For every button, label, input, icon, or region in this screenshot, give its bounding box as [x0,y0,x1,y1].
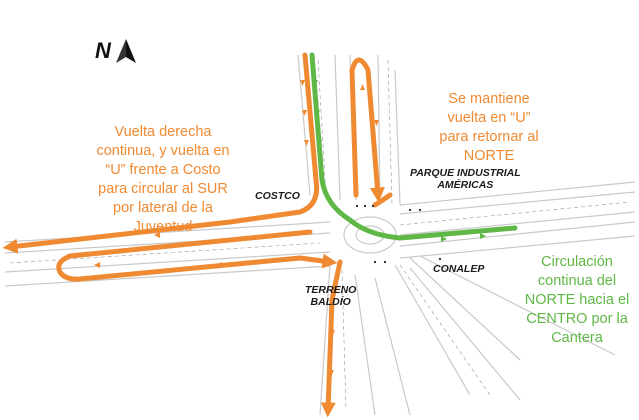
note-continuous: Circulación continua del NORTE hacia el CENTRO por la Cantera [524,254,630,346]
note-u-turn: Se mantiene vuelta en “U” para retornar al NORTE [439,91,539,164]
route-ne-uturn [352,60,378,195]
place-parque: PARQUE INDUSTRIAL AMÉRICAS [410,167,521,191]
north-indicator [95,38,137,64]
place-conalep: CONALEP [433,263,485,275]
north-label: N [95,38,111,63]
north-arrow-icon [115,38,137,64]
place-terreno: TERRENO BALDÍO [305,284,357,308]
note-right-turn: Vuelta derecha continua, y vuelta en “U” frente a Costo para circular al SUR por lateral de la Juventud [96,124,230,235]
place-costco: COSTCO [255,190,300,202]
